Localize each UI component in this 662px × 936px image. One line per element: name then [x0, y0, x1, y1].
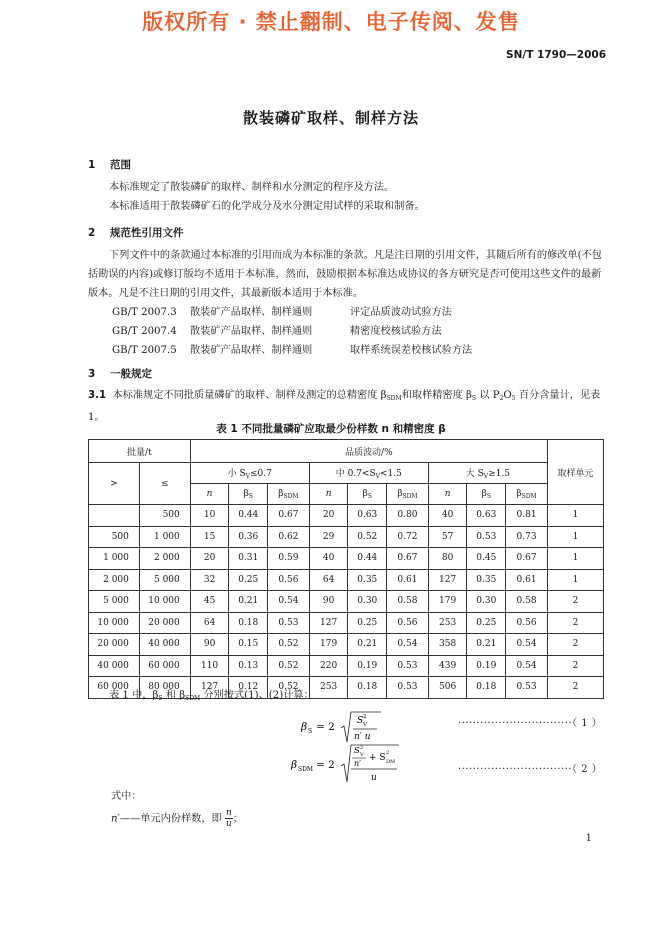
table-cell: 0.15: [229, 634, 268, 656]
definition-n-prime: [111, 808, 631, 829]
reference-name: 散装矿产品取样、制样通则: [190, 345, 313, 356]
table-cell: 0.58: [387, 591, 429, 613]
table-cell: 0.21: [229, 591, 268, 613]
table-row: [89, 634, 604, 656]
table-cell: 0.53: [467, 526, 506, 548]
table-cell: 0.35: [348, 569, 387, 591]
table-cell: 40: [309, 548, 348, 570]
table-cell: 90: [309, 591, 348, 613]
header-le: ≤: [139, 463, 190, 505]
table-cell: 90: [190, 634, 229, 656]
header-medium-cond: <1.5: [379, 469, 402, 479]
reference-code: GB/T 2007.4: [112, 326, 177, 337]
beta-symbol: β: [291, 759, 298, 771]
superscript: 2: [360, 745, 364, 751]
formula-2: [291, 742, 421, 791]
clause-number: 3.1: [88, 390, 107, 401]
formula-2-label: （ 2 ）: [572, 764, 603, 775]
table-cell: 179: [428, 591, 467, 613]
table-cell: 0.18: [467, 677, 506, 699]
table-cell: 0.56: [387, 612, 429, 634]
table-cell: 64: [190, 612, 229, 634]
table-cell: 40 000: [139, 634, 190, 656]
subscript: V: [375, 473, 380, 480]
header-bsdm: [268, 484, 310, 505]
table-cell: [89, 505, 140, 527]
header-bs: [229, 484, 268, 505]
table-cell: 40 000: [89, 655, 140, 677]
reference-item: [112, 322, 442, 337]
table-cell: 2: [547, 612, 603, 634]
table-row: [89, 569, 604, 591]
beta-symbol: β: [481, 488, 487, 499]
table-cell: 0.44: [348, 548, 387, 570]
reference-item: [112, 341, 472, 356]
table-cell: 110: [190, 655, 229, 677]
equals-two: = 2: [316, 759, 335, 771]
reference-desc: 评定品质波动试验方法: [350, 307, 452, 318]
reference-name: 散装矿产品取样、制样通则: [190, 307, 313, 318]
subscript: DM: [386, 759, 396, 765]
table-cell: 506: [428, 677, 467, 699]
subscript: V: [245, 473, 251, 480]
reference-code: GB/T 2007.3: [112, 307, 177, 318]
table-cell: 20: [309, 505, 348, 527]
table-cell: 358: [428, 634, 467, 656]
table-cell: 0.81: [506, 505, 548, 527]
table-cell: 57: [428, 526, 467, 548]
table-cell: 0.56: [506, 612, 548, 634]
table-cell: 127: [190, 677, 229, 699]
formula-1-leader: ·······························（ 1 ）: [458, 718, 603, 729]
table-cell: 0.30: [348, 591, 387, 613]
header-large-label: 大 S: [465, 469, 484, 479]
table-cell: 0.58: [506, 591, 548, 613]
superscript: 2: [386, 750, 390, 756]
table-cell: 0.61: [387, 569, 429, 591]
table-cell: 0.72: [387, 526, 429, 548]
copyright-banner: 版权所有 · 禁止翻制、电子传阅、发售: [142, 10, 520, 34]
table-cell: 0.52: [348, 526, 387, 548]
table-cell: 10 000: [139, 591, 190, 613]
table-cell: 0.53: [387, 655, 429, 677]
subscript: V: [363, 722, 367, 728]
clause-text-c: 以 P: [479, 390, 500, 401]
standard-number: SN/T 1790—2006: [506, 49, 606, 61]
beta-symbol: β: [516, 488, 522, 499]
subscript: SDM: [298, 766, 314, 773]
table-cell: 40: [428, 505, 467, 527]
table-cell: 439: [428, 655, 467, 677]
table-cell: 0.53: [387, 677, 429, 699]
table-cell: 0.54: [268, 591, 310, 613]
definition-text: ——单元内份样数，即: [119, 813, 222, 825]
table-cell: 0.56: [268, 569, 310, 591]
reference-item: [112, 303, 452, 318]
subscript: S: [248, 492, 253, 500]
reference-code: GB/T 2007.5: [112, 345, 177, 356]
header-medium-label: 中 0.7<S: [335, 469, 376, 479]
subscript: S: [367, 492, 372, 500]
table-cell: 15: [190, 526, 229, 548]
table-cell: 0.19: [348, 655, 387, 677]
table-cell: 2: [547, 634, 603, 656]
table-cell: 0.30: [467, 591, 506, 613]
table-cell: 29: [309, 526, 348, 548]
numerator: S: [357, 716, 364, 726]
clause-text-d: O: [503, 390, 512, 401]
table-cell: 1 000: [139, 526, 190, 548]
subscript: V: [483, 473, 489, 480]
beta-symbol: β: [362, 488, 368, 499]
formula-2-leader: ·······························（ 2 ）: [458, 764, 603, 775]
table-cell: 0.25: [229, 569, 268, 591]
table-cell: 0.67: [387, 548, 429, 570]
section-number: 2: [88, 227, 96, 239]
subscript: 2: [499, 395, 504, 402]
formula-intro: [88, 686, 608, 708]
scope-paragraph-2: 本标准适用于散装磷矿石的化学成分及水分测定用试样的采取和制备。: [109, 201, 425, 212]
table-cell: 0.54: [387, 634, 429, 656]
header-n: n: [428, 484, 467, 505]
table-cell: 2: [547, 677, 603, 699]
fraction-denominator: u: [226, 819, 232, 829]
table-cell: 10: [190, 505, 229, 527]
section-number: 1: [88, 159, 96, 171]
document-title: 散装磷矿取样、制样方法: [242, 109, 419, 127]
section-3-heading: [88, 366, 152, 381]
symbol: n′: [111, 813, 120, 825]
table-cell: 1: [547, 526, 603, 548]
header-small-cond: ≤0.7: [250, 469, 272, 479]
table-cell: 0.21: [348, 634, 387, 656]
header-n: n: [190, 484, 229, 505]
page-number: 1: [585, 833, 592, 844]
reference-desc: 精密度校核试验方法: [350, 326, 442, 337]
inline-fraction: [225, 808, 233, 829]
table-row: [89, 612, 604, 634]
table-cell: 2 000: [139, 548, 190, 570]
table-row: [89, 526, 604, 548]
table-cell: 0.63: [467, 505, 506, 527]
section-title: 范围: [110, 159, 131, 171]
references-intro: 下列文件中的条款通过本标准的引用而成为本标准的条款。凡是注日期的引用文件，其随后所有的修改单(不包括勘误的内容)或修订版均不适用于本标准，然而，鼓励根据本标准达成协议的各方研究是否可使用这些文件的最新版本。凡是不注日期的引用文件，其最新版本适用于本标准。: [88, 250, 602, 299]
table-cell: 0.80: [387, 505, 429, 527]
table-1: [88, 439, 604, 699]
table-cell: 0.35: [467, 569, 506, 591]
definition-end: ；: [232, 813, 243, 825]
table-cell: 500: [89, 526, 140, 548]
table-cell: 0.19: [467, 655, 506, 677]
beta-symbol: β: [278, 488, 284, 499]
table-cell: 0.73: [506, 526, 548, 548]
table-cell: 0.54: [506, 655, 548, 677]
inner-denominator: n′: [354, 759, 361, 768]
beta-symbol: β: [301, 721, 308, 733]
header-small-label: 小 S: [227, 469, 246, 479]
clause-text-a: 本标准规定不同批质量磷矿的取样、制样及测定的总精密度 β: [112, 390, 387, 401]
table-cell: 0.61: [506, 569, 548, 591]
beta-symbol: β: [397, 488, 403, 499]
formula-intro-end: 分别按式(1)、(2)计算：: [200, 690, 314, 701]
table-cell: 0.25: [348, 612, 387, 634]
equals-two: = 2: [316, 721, 335, 733]
table-cell: 5 000: [89, 591, 140, 613]
table-cell: 60 000: [89, 677, 140, 699]
table-cell: 0.31: [229, 548, 268, 570]
header-quality: 品质波动/%: [190, 440, 547, 463]
table-cell: 0.12: [229, 677, 268, 699]
table-cell: 220: [309, 655, 348, 677]
table-cell: 1: [547, 569, 603, 591]
header-bsdm: [387, 484, 429, 505]
table-cell: 45: [190, 591, 229, 613]
subscript: S: [471, 395, 477, 402]
table-cell: 0.18: [229, 612, 268, 634]
table-cell: 0.52: [268, 634, 310, 656]
table-cell: 1: [547, 505, 603, 527]
table-cell: 127: [428, 569, 467, 591]
table-cell: 0.59: [268, 548, 310, 570]
table-cell: 20: [190, 548, 229, 570]
table-cell: 0.54: [506, 634, 548, 656]
table-cell: 2 000: [89, 569, 140, 591]
section-2-heading: [88, 225, 184, 240]
table-cell: 127: [309, 612, 348, 634]
table-row: [89, 655, 604, 677]
table-cell: 5 000: [139, 569, 190, 591]
subscript: SDM: [185, 695, 201, 702]
formula-intro-text: 表 1 中，β: [109, 690, 159, 701]
table-cell: 0.67: [506, 548, 548, 570]
table-cell: 253: [309, 677, 348, 699]
numerator-a: S: [354, 746, 360, 756]
header-medium: [309, 463, 428, 484]
header-bs: [348, 484, 387, 505]
table-cell: 253: [428, 612, 467, 634]
table-cell: 0.62: [268, 526, 310, 548]
header-bs: [467, 484, 506, 505]
table-cell: 80 000: [139, 677, 190, 699]
table-cell: 0.18: [348, 677, 387, 699]
header-gt: >: [89, 463, 140, 505]
reference-desc: 取样系统误差校核试验方法: [350, 345, 473, 356]
denominator: u: [371, 773, 377, 783]
table-cell: 1: [547, 548, 603, 570]
formula-1-label: （ 1 ）: [572, 718, 603, 729]
subscript: SDM: [521, 492, 537, 500]
subscript: 5: [511, 395, 516, 402]
where-label: 式中：: [111, 791, 142, 802]
table-cell: 64: [309, 569, 348, 591]
table-cell: 0.52: [268, 677, 310, 699]
table-caption: 表 1 不同批量磷矿应取最少份样数 n 和精密度 β: [216, 423, 446, 435]
fraction-numerator: n: [226, 808, 232, 818]
section-1-heading: [88, 157, 131, 172]
subscript: S: [158, 695, 163, 702]
table-cell: 20 000: [139, 612, 190, 634]
superscript: 2: [363, 714, 367, 720]
scope-paragraph-1: 本标准规定了散装磷矿的取样、制样和水分测定的程序及方法。: [109, 182, 395, 193]
plus-term: + S: [369, 753, 386, 763]
table-cell: 32: [190, 569, 229, 591]
table-cell: 1 000: [89, 548, 140, 570]
header-large-cond: ≥1.5: [488, 469, 510, 479]
table-cell: 0.67: [268, 505, 310, 527]
subscript: SDM: [386, 395, 402, 402]
table-cell: 20 000: [89, 634, 140, 656]
subscript: SDM: [283, 492, 299, 500]
table-cell: 10 000: [89, 612, 140, 634]
table-cell: 179: [309, 634, 348, 656]
table-cell: 0.52: [268, 655, 310, 677]
clause-text-e: 百分含量计，见表 1。: [88, 390, 601, 423]
table-row: [89, 591, 604, 613]
header-large: [428, 463, 547, 484]
formula-intro-mid: 和 β: [162, 690, 186, 701]
table-cell: 0.25: [467, 612, 506, 634]
header-unit: 取样单元: [547, 440, 603, 505]
table-cell: 0.45: [467, 548, 506, 570]
beta-symbol: β: [243, 488, 249, 499]
table-cell: 500: [139, 505, 190, 527]
table-cell: 0.36: [229, 526, 268, 548]
table-cell: 0.53: [506, 677, 548, 699]
header-bsdm: [506, 484, 548, 505]
table-cell: 2: [547, 655, 603, 677]
table-cell: 80: [428, 548, 467, 570]
reference-name: 散装矿产品取样、制样通则: [190, 326, 313, 337]
table-row: [89, 548, 604, 570]
table-cell: 2: [547, 591, 603, 613]
section-number: 3: [88, 368, 96, 380]
formula-2-graphic: [291, 742, 421, 788]
subscript: SDM: [402, 492, 418, 500]
table-cell: 0.13: [229, 655, 268, 677]
table-cell: 0.53: [268, 612, 310, 634]
subscript: V: [360, 752, 364, 758]
denominator: n′ u: [354, 732, 371, 742]
header-n: n: [309, 484, 348, 505]
table-cell: 0.44: [229, 505, 268, 527]
header-small: [190, 463, 309, 484]
table-cell: 0.63: [348, 505, 387, 527]
subscript: S: [486, 492, 491, 500]
header-batch: 批量/t: [89, 440, 191, 463]
section-title: 规范性引用文件: [110, 227, 184, 239]
clause-text-b: 和取样精密度 β: [401, 390, 472, 401]
section-title: 一般规定: [110, 368, 152, 380]
table-row: [89, 505, 604, 527]
table-cell: 60 000: [139, 655, 190, 677]
table-cell: 0.21: [467, 634, 506, 656]
subscript: S: [308, 728, 313, 735]
